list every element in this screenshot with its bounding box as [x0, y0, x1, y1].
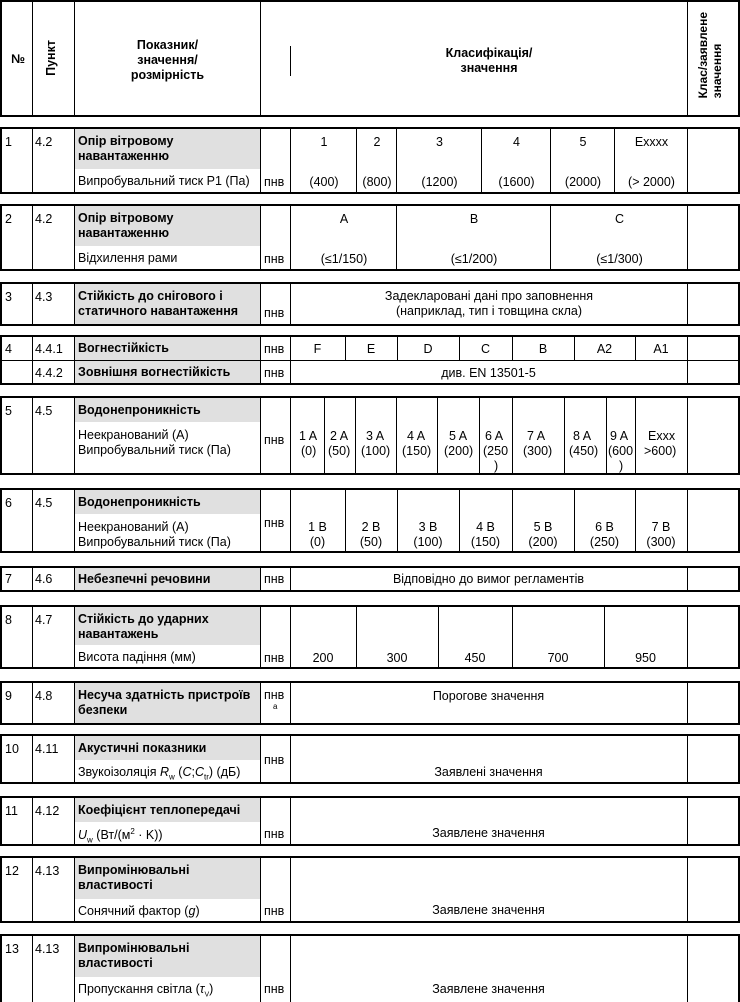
row-no: 4	[5, 342, 12, 356]
class-value: 950	[635, 651, 656, 665]
row-subtitle-line: Випробувальний тиск (Па)	[78, 535, 231, 549]
class-label: 8 A	[573, 429, 592, 443]
table-row	[0, 488, 740, 553]
row-subtitle	[74, 822, 260, 844]
row-title	[74, 936, 260, 977]
subtitle-symbol: C	[182, 765, 192, 779]
table-row	[0, 335, 740, 385]
row-title: Коефіцієнт теплопередачі	[74, 798, 260, 822]
row-clause: 4.2	[35, 135, 53, 149]
class-label: 4 B	[476, 520, 495, 534]
row-title-line: навантаженню	[78, 226, 170, 240]
class-label: 5	[579, 135, 587, 149]
class-label: Exxx	[648, 429, 676, 443]
row-subtitle: Висота падіння (мм)	[74, 645, 260, 667]
row-title-line: Випромінювальні	[78, 941, 190, 955]
class-label: F	[313, 342, 322, 356]
npd-label: пнв	[264, 982, 285, 996]
row-title: Вогнестійкість	[74, 337, 260, 361]
class-value: (300)	[523, 444, 553, 458]
npd-label: пнв	[264, 753, 285, 767]
row-title-line: статичного навантаження	[78, 304, 239, 318]
row-title-line: Стійкість до снігового і	[78, 289, 223, 303]
class-label: A	[339, 212, 349, 226]
class-value: (450)	[569, 444, 599, 458]
row-title: Небезпечні речовини	[74, 568, 260, 590]
header-class-line: Класифікація/	[445, 46, 533, 60]
class-label: 7 B	[651, 520, 671, 534]
class-label: A1	[653, 342, 669, 356]
table-row	[0, 566, 740, 592]
row-clause: 4.12	[35, 804, 60, 818]
row-text: див. EN 13501-5	[441, 366, 536, 380]
header-declared-line: значення	[710, 43, 724, 99]
header-clause-cell	[32, 2, 74, 115]
row-title-line: навантаженню	[78, 149, 170, 163]
header-indicator-line: значення/	[137, 53, 198, 67]
npd-label: пнв	[264, 572, 285, 586]
row-title	[74, 683, 260, 723]
row-title-line: властивості	[78, 878, 153, 892]
class-cell	[614, 129, 687, 192]
npd-label: пнв	[264, 366, 285, 380]
class-label: 1 B	[308, 520, 327, 534]
class-value: (1600)	[498, 175, 535, 189]
row-clause: 4.4.2	[35, 366, 63, 380]
class-value: (100)	[361, 444, 391, 458]
class-cell	[356, 129, 396, 192]
row-subtitle	[74, 977, 260, 1002]
row-title	[74, 206, 260, 246]
class-label: C	[480, 342, 491, 356]
class-label: 2 B	[361, 520, 381, 534]
class-value: 450	[464, 651, 486, 665]
class-label: 9 A	[610, 429, 629, 443]
table-header	[0, 0, 740, 117]
class-label: D	[423, 342, 433, 356]
subtitle-text: Звукоізоляція	[78, 765, 161, 779]
row-title-line: Опір вітровому	[78, 211, 174, 225]
row-title-line: безпеки	[78, 703, 128, 717]
row-title-line: Стійкість до ударних	[78, 612, 209, 626]
class-value: (150)	[402, 444, 432, 458]
class-cell	[396, 206, 550, 269]
row-clause: 4.8	[35, 689, 53, 703]
row-clause: 4.7	[35, 613, 53, 627]
class-label: 5 B	[533, 520, 553, 534]
npd-label: пнв	[264, 904, 285, 918]
subtitle-text: ) (дБ)	[208, 765, 241, 779]
npd-label: пнв	[264, 651, 285, 665]
class-label: 3 B	[418, 520, 438, 534]
row-clause: 4.5	[35, 404, 53, 418]
class-value: (≤1/150)	[320, 252, 368, 266]
class-value: (2000)	[564, 175, 602, 189]
class-label: 2	[373, 135, 381, 149]
subtitle-subscript: V	[204, 991, 210, 999]
row-title-line: Випромінювальні	[78, 863, 190, 877]
class-label: B	[469, 212, 479, 226]
table-row	[0, 396, 740, 475]
class-label: B	[538, 342, 548, 356]
subtitle-text: )	[195, 904, 200, 918]
table-row	[0, 934, 740, 1002]
table-row	[0, 127, 740, 194]
row-no: 11	[5, 804, 18, 818]
row-title	[74, 284, 260, 324]
class-label: 6 B	[595, 520, 614, 534]
footnote-mark: a	[273, 702, 278, 711]
row-no: 7	[5, 572, 12, 586]
class-value: 200	[312, 651, 334, 665]
class-label: 4	[513, 135, 520, 149]
row-no: 9	[5, 689, 12, 703]
row-no: 3	[5, 290, 12, 304]
subtitle-symbol: R	[160, 765, 170, 779]
subtitle-text: (Вт/(м	[92, 828, 131, 843]
class-label: A2	[596, 342, 613, 356]
row-text-line: Задекларовані дані про заповнення	[384, 289, 594, 303]
table-row	[0, 605, 740, 669]
row-subtitle	[74, 760, 260, 782]
npd-label: пнв	[264, 306, 285, 320]
subtitle-subscript: w	[87, 835, 93, 845]
class-cell	[550, 206, 687, 269]
subtitle-symbol: g	[188, 904, 196, 918]
class-cell	[290, 206, 396, 269]
table-row	[0, 856, 740, 923]
row-title: Зовнішня вогнестійкість	[74, 361, 260, 383]
row-subtitle-line: Неекранований (А)	[78, 520, 189, 534]
table-row	[0, 681, 740, 725]
row-clause: 4.4.1	[35, 342, 63, 356]
row-subtitle	[74, 422, 260, 473]
class-value-overflow: )	[494, 459, 499, 473]
row-clause: 4.11	[35, 742, 59, 756]
class-value: (50)	[359, 535, 383, 549]
row-clause: 4.2	[35, 212, 53, 226]
header-indicator-line: Показник/	[136, 38, 199, 52]
row-clause: 4.13	[35, 864, 60, 878]
class-cell	[481, 129, 550, 192]
npd-label: пнв	[264, 516, 285, 530]
table-row	[0, 282, 740, 326]
row-title-line: навантажень	[78, 627, 159, 641]
row-clause: 4.5	[35, 496, 53, 510]
row-text: Заявлене значення	[432, 982, 545, 996]
row-clause: 4.6	[35, 572, 53, 586]
class-value: (250)	[589, 535, 620, 549]
row-subtitle	[74, 899, 260, 921]
npd-label: пнв	[264, 433, 285, 447]
table-row	[0, 204, 740, 271]
row-title	[74, 858, 260, 899]
class-value: (≤1/200)	[450, 252, 498, 266]
row-clause: 4.3	[35, 290, 53, 304]
class-label: 3 A	[366, 429, 385, 443]
class-value: (50)	[328, 444, 351, 458]
row-title-line: властивості	[78, 956, 153, 970]
class-value: (400)	[309, 175, 339, 189]
subtitle-text: (	[174, 765, 183, 779]
class-value: (0)	[309, 535, 326, 549]
npd-label: пнв	[264, 827, 285, 841]
row-text	[290, 289, 687, 319]
class-value: (800)	[362, 175, 392, 189]
class-label: E	[366, 342, 376, 356]
subtitle-text: Пропускання світла (	[78, 982, 200, 996]
subtitle-text: · K))	[134, 828, 163, 843]
row-title: Водонепроникність	[74, 490, 260, 514]
class-value: 700	[547, 651, 569, 665]
header-no-cell	[2, 2, 32, 115]
subtitle-subscript: tr	[204, 772, 209, 782]
npd-label: пнв	[264, 342, 285, 356]
divider	[74, 2, 75, 115]
row-no: 1	[5, 135, 12, 149]
header-declared	[696, 12, 724, 98]
header-indicator-line: розмірність	[130, 68, 205, 82]
header-declared-cell	[687, 2, 738, 115]
row-subtitle: Випробувальний тиск Р1 (Па)	[74, 169, 260, 192]
class-label: 3	[436, 135, 443, 149]
class-value: (600	[608, 444, 634, 458]
class-value: (150)	[470, 535, 501, 549]
class-value: (300)	[646, 535, 676, 549]
class-value: (250	[483, 444, 509, 458]
subtitle-symbol: U	[78, 828, 88, 843]
header-npd-cell	[260, 2, 290, 115]
row-no: 10	[5, 742, 19, 756]
npd-label: пнв	[264, 252, 285, 266]
row-title: Водонепроникність	[74, 398, 260, 422]
class-cell	[290, 129, 356, 192]
class-label: 1	[320, 135, 328, 149]
row-title-line: Несуча здатність пристроїв	[78, 688, 251, 702]
class-value-overflow: )	[619, 459, 624, 473]
header-classification	[290, 46, 687, 76]
class-value: (100)	[413, 535, 443, 549]
row-text-line: (наприклад, тип і товщина скла)	[395, 304, 583, 318]
header-no: №	[11, 52, 25, 66]
class-value: (0)	[301, 444, 317, 458]
row-subtitle-line: Неекранований (А)	[78, 428, 189, 442]
class-value: >600)	[644, 444, 677, 458]
class-label: 2 A	[330, 429, 349, 443]
subtitle-symbol: C	[194, 765, 205, 779]
npd-label: пнв	[264, 688, 285, 702]
row-text: Заявлені значення	[434, 765, 543, 779]
subtitle-text: )	[209, 982, 214, 996]
row-subtitle	[74, 514, 260, 551]
row-title: Акустичні показники	[74, 736, 260, 760]
table-row	[0, 796, 740, 846]
class-value: (200)	[528, 535, 558, 549]
class-cell	[550, 129, 614, 192]
row-no: 6	[5, 496, 12, 510]
row-title-line: Опір вітровому	[78, 134, 174, 148]
header-class-line: значення	[460, 61, 518, 75]
row-title	[74, 129, 260, 169]
subtitle-subscript: w	[169, 772, 175, 782]
header-indicator	[74, 38, 260, 83]
class-label: Exxxx	[634, 135, 669, 149]
class-value: (> 2000)	[628, 175, 675, 189]
subtitle-symbol: τ	[199, 982, 205, 996]
row-no: 8	[5, 613, 12, 627]
row-title	[74, 607, 260, 645]
class-cell	[396, 129, 481, 192]
class-label: 1 A	[299, 429, 318, 443]
header-clause: Пункт	[44, 40, 58, 76]
header-declared-line: Клас/заявлене	[696, 12, 710, 99]
subtitle-superscript: 2	[130, 827, 135, 836]
class-value: (≤1/300)	[596, 252, 643, 266]
row-clause: 4.13	[35, 942, 60, 956]
row-text: Заявлене значення	[432, 903, 545, 917]
class-label: 4 A	[407, 429, 426, 443]
row-subtitle: Відхилення рами	[74, 246, 260, 269]
class-label: 5 A	[449, 429, 468, 443]
row-no: 12	[5, 864, 19, 878]
row-text: Порогове значення	[432, 689, 545, 703]
class-value: (1200)	[421, 175, 458, 189]
subtitle-text: Сонячний фактор (	[78, 904, 189, 918]
row-no: 5	[5, 404, 12, 418]
subtitle-text: ;	[191, 765, 195, 779]
row-text: Відповідно до вимог регламентів	[392, 572, 585, 586]
row-no: 13	[5, 942, 19, 956]
row-no: 2	[5, 212, 12, 226]
row-subtitle-line: Випробувальний тиск (Па)	[78, 443, 231, 457]
class-label: 6 A	[485, 429, 504, 443]
row-text: Заявлене значення	[432, 826, 545, 840]
table-row	[0, 734, 740, 784]
class-value: (200)	[444, 444, 474, 458]
class-label: 7 A	[527, 429, 546, 443]
npd-label: пнв	[264, 175, 285, 189]
class-value: 300	[386, 651, 408, 665]
class-label: C	[614, 212, 625, 226]
